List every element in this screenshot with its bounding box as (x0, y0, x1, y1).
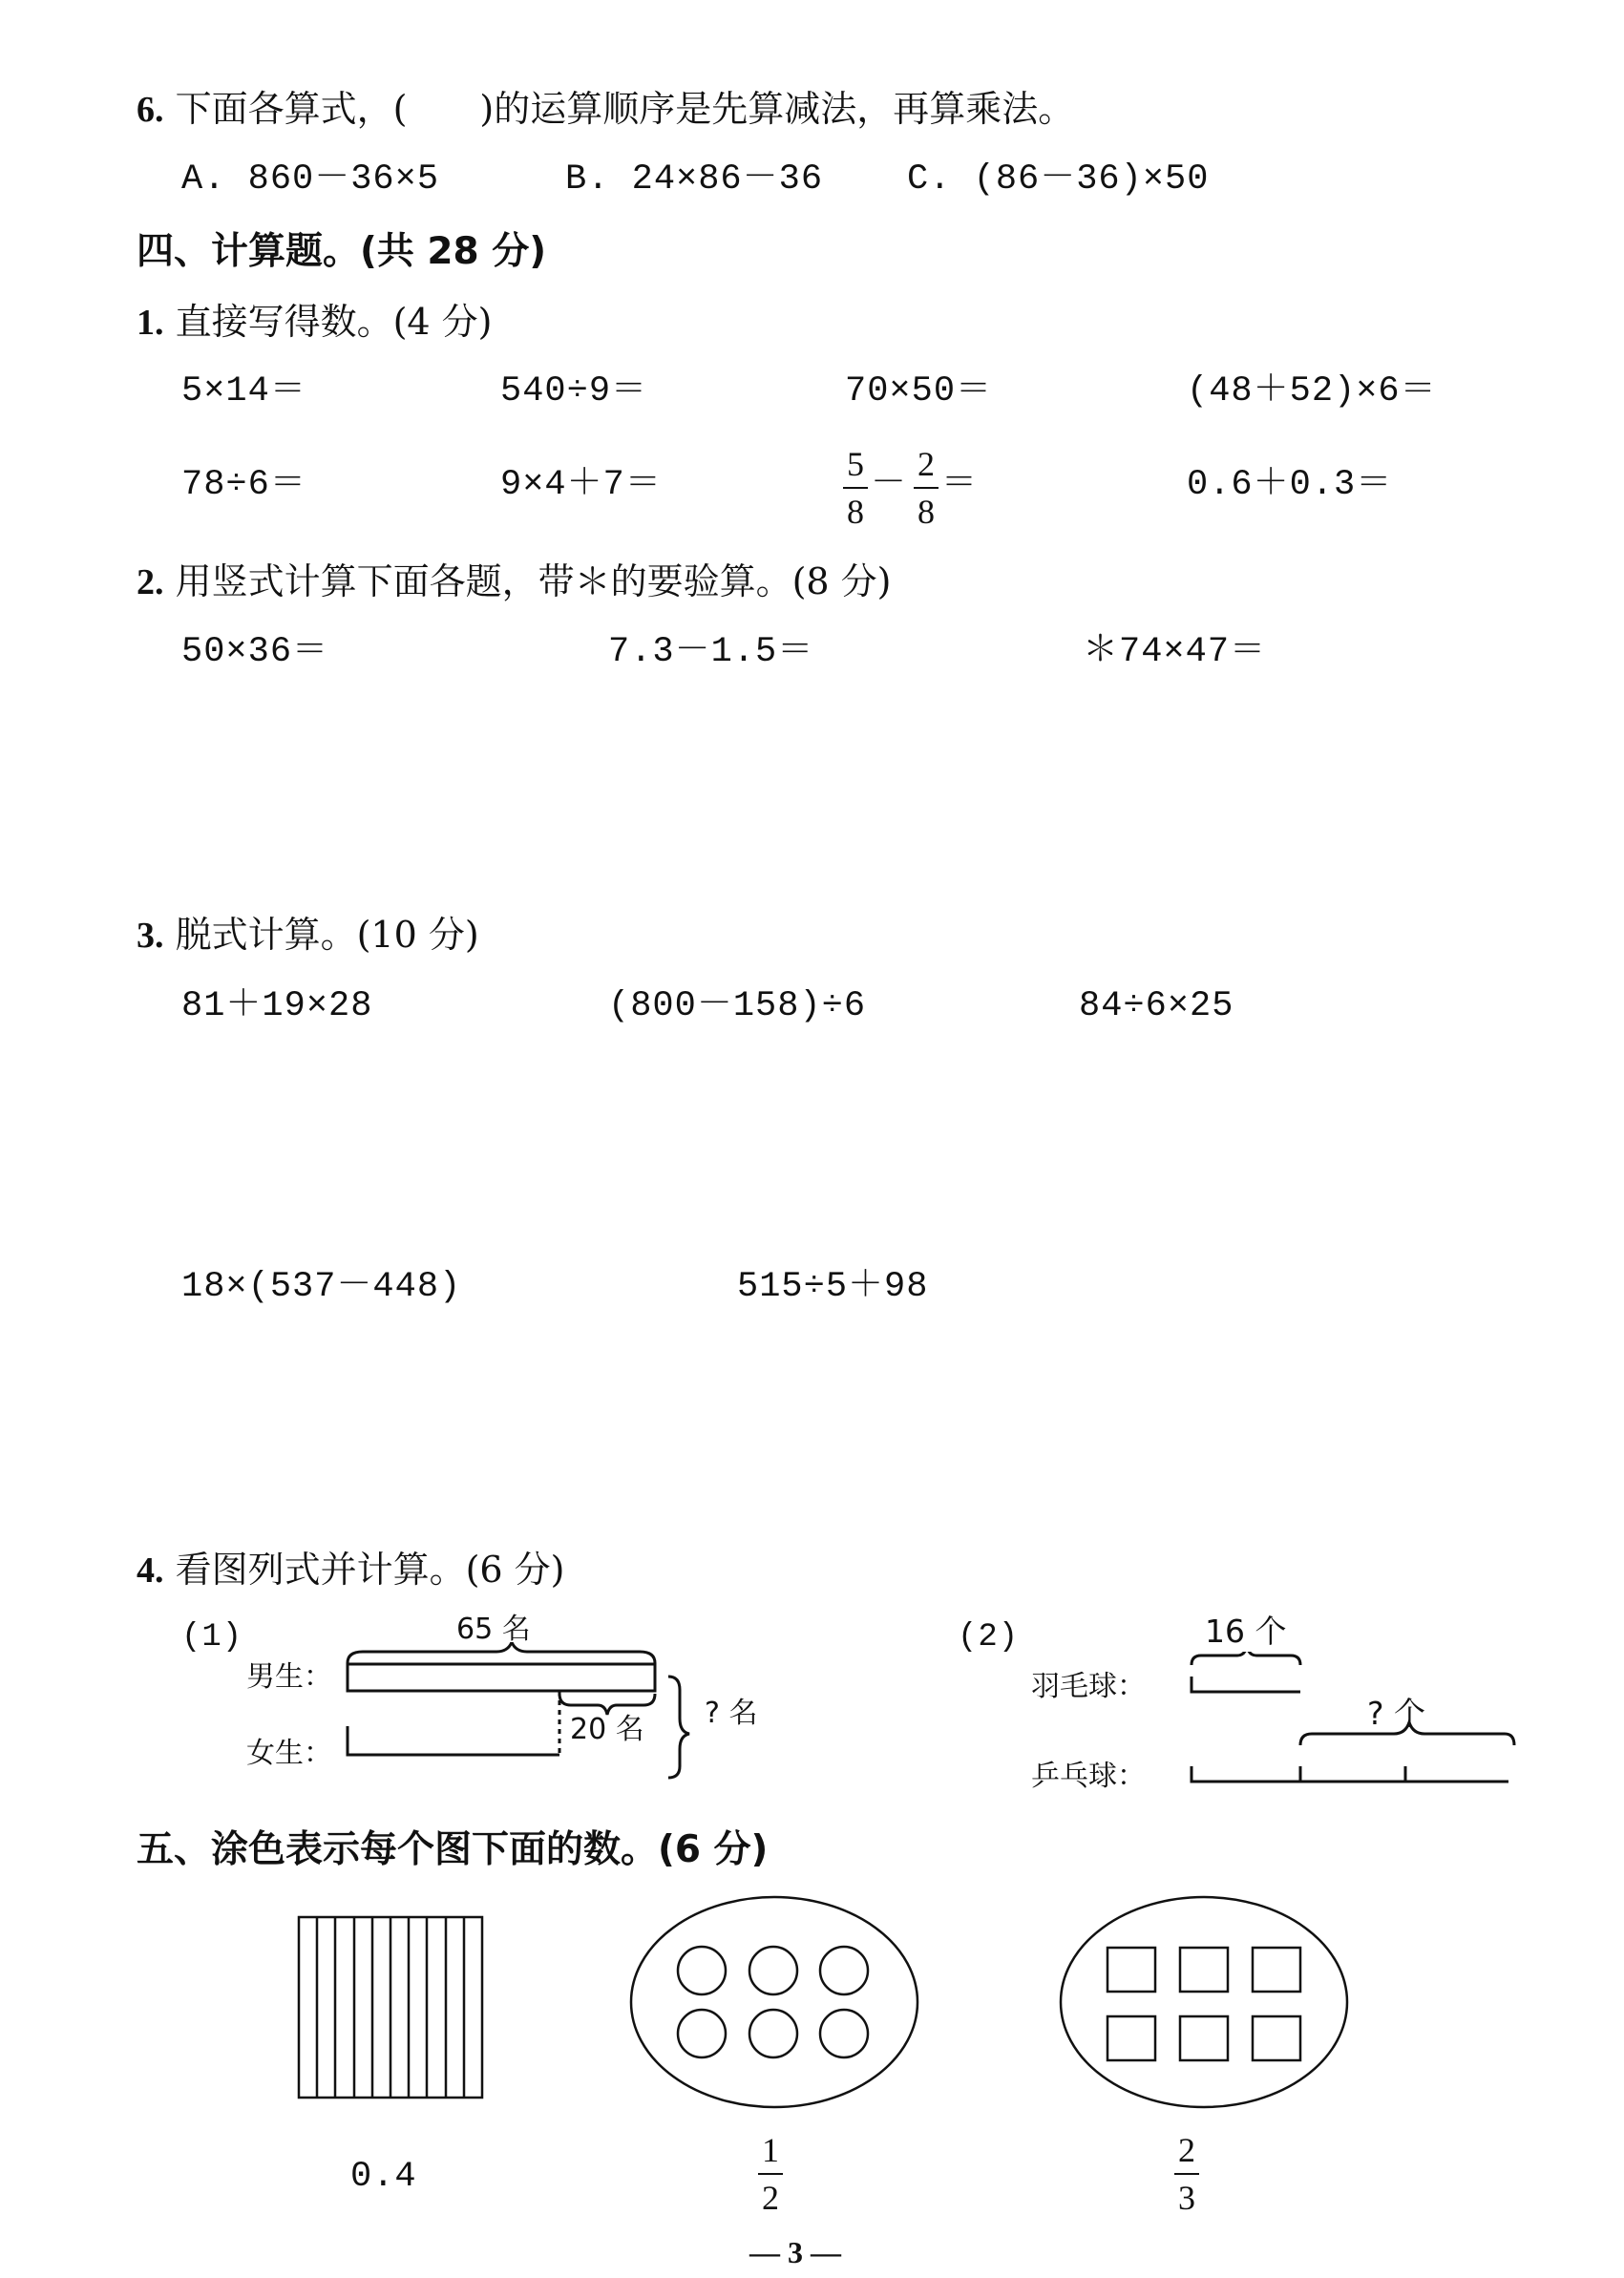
p1-fraction-a (843, 447, 868, 529)
p2-number: 2. (137, 562, 164, 602)
p1-r2-c2: 9×4＋7＝ (500, 465, 662, 505)
oval-with-squares (1058, 1892, 1350, 2112)
fig-a-value: 0.4 (350, 2157, 417, 2197)
fraction-a-denominator: 8 (847, 493, 864, 531)
p3-r1-c3: 84÷6×25 (1079, 986, 1234, 1026)
fig-c-denominator: 3 (1178, 2179, 1195, 2217)
p3-number: 3. (137, 916, 164, 956)
section4-title: 四、计算题。(共 28 分) (137, 230, 547, 273)
fig2-pingpong-brace (1300, 1722, 1514, 1745)
p3-r2-c1: 18×(537－448) (181, 1267, 462, 1307)
p1-r1-c3: 70×50＝ (845, 371, 993, 411)
q6-number: 6. (137, 90, 164, 130)
fraction-b-bar (914, 487, 939, 489)
p2-item-2: 7.3－1.5＝ (608, 632, 814, 672)
p4-heading (137, 1551, 565, 1589)
fig1-girls-bar (348, 1726, 559, 1755)
fig-b-denominator: 2 (762, 2179, 779, 2217)
p2-item-1: 50×36＝ (181, 632, 329, 672)
p3-r1-c1: 81＋19×28 (181, 986, 373, 1026)
fig2-label: (2) (958, 1619, 1020, 1656)
fig-c-bar (1174, 2173, 1199, 2175)
p1-r2-c4: 0.6＋0.3＝ (1187, 465, 1393, 505)
fraction-b-numerator: 2 (917, 445, 935, 483)
p1-number: 1. (137, 303, 164, 343)
oval-with-circles (628, 1892, 920, 2112)
fig1-diff-label: 20 名 (570, 1713, 644, 1746)
fig1-total-label: ? 名 (705, 1697, 758, 1730)
p2-item-3: ＊74×47＝ (1083, 632, 1267, 672)
q6-text: 下面各算式，( )的运算顺序是先算减法，再算乘法。 (175, 88, 1075, 130)
p4-text: 看图列式并计算。(6 分) (175, 1549, 565, 1591)
page-number: — 3 — (749, 2235, 841, 2269)
fig1-boys-bar (348, 1664, 655, 1691)
fig2-top-label: 16 个 (1205, 1613, 1287, 1650)
p2-text: 用竖式计算下面各题，带＊的要验算。(8 分) (175, 560, 892, 602)
p1-r1-c1: 5×14＝ (181, 371, 306, 411)
q6-option-c: C. (86－36)×50 (907, 159, 1210, 200)
p1-text: 直接写得数。(4 分) (175, 301, 493, 343)
fig-c-fraction (1174, 2133, 1199, 2215)
p1-r1-c4: (48＋52)×6＝ (1187, 371, 1437, 411)
p3-r1-c2: (800－158)÷6 (608, 986, 867, 1026)
fig1-diagram (325, 1642, 707, 1785)
p1-fraction-minus: － (871, 465, 907, 505)
q6-stem (137, 88, 1075, 130)
p2-heading (137, 560, 892, 602)
fig1-diff-brace (559, 1694, 655, 1715)
fig2-badminton-brace (1192, 1652, 1300, 1665)
fig2-badminton-bar (1192, 1677, 1300, 1692)
fraction-a-numerator: 5 (847, 445, 864, 483)
fig1-top-label: 65 名 (456, 1613, 531, 1646)
fraction-a-bar (843, 487, 868, 489)
fig1-label: (1) (181, 1619, 243, 1656)
fig1-top-brace (348, 1642, 655, 1663)
striped-rectangle (296, 1914, 487, 2105)
p3-r2-c2: 515÷5＋98 (737, 1267, 929, 1307)
p4-number: 4. (137, 1550, 164, 1591)
p1-fraction-b (914, 447, 939, 529)
fig1-boys-label: 男生： (246, 1660, 332, 1694)
fig-b-numerator: 1 (762, 2131, 779, 2169)
p1-r1-c2: 540÷9＝ (500, 371, 648, 411)
fraction-b-denominator: 8 (917, 493, 935, 531)
fig-b-fraction (758, 2133, 783, 2215)
fig2-unknown-label: ? 个 (1367, 1695, 1426, 1732)
p1-r2-c1: 78÷6＝ (181, 465, 306, 505)
fig2-pingpong-label: 乒乓球： (1031, 1760, 1146, 1793)
fig-c-numerator: 2 (1178, 2131, 1195, 2169)
p3-text: 脱式计算。(10 分) (175, 914, 479, 956)
section5-title: 五、涂色表示每个图下面的数。(6 分) (137, 1828, 769, 1871)
p1-heading (137, 301, 493, 343)
q6-option-b: B. 24×86－36 (565, 159, 824, 200)
p3-heading (137, 914, 479, 956)
fig-b-bar (758, 2173, 783, 2175)
fig1-right-brace (668, 1677, 689, 1778)
fig2-pingpong-bar (1192, 1766, 1508, 1782)
fig1-girls-label: 女生： (246, 1737, 332, 1770)
fig2-diagram (1184, 1652, 1604, 1804)
p1-fraction-equals: ＝ (941, 465, 978, 505)
q6-option-a: A. 860－36×5 (181, 159, 440, 200)
fig2-badminton-label: 羽毛球： (1031, 1670, 1146, 1703)
